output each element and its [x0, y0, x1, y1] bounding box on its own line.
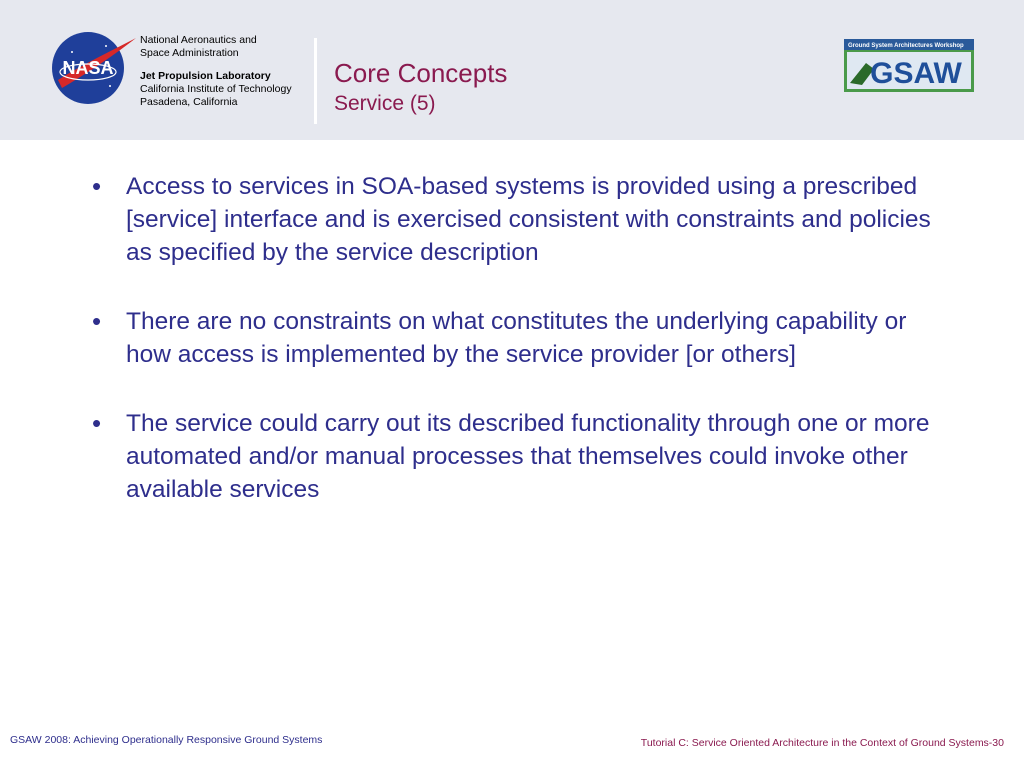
gsaw-banner-text: Ground System Architectures Workshop [848, 43, 964, 49]
slide-header [0, 0, 1024, 140]
gsaw-logo-text: GSAW [870, 57, 962, 90]
bullet-text: The service could carry out its described functionality through one or more automated and/or manual processes that themselves could invoke other available services [126, 410, 930, 503]
org-nasa-line1: National Aeronautics and [140, 34, 257, 46]
org-jpl: Jet Propulsion Laboratory [140, 70, 271, 82]
bullet-dot-icon: • [92, 171, 102, 201]
header-divider [314, 38, 317, 124]
bullet-item [92, 170, 946, 269]
bullet-item [92, 407, 946, 506]
bullet-list [92, 170, 946, 542]
slide-subtitle: Service (5) [334, 92, 436, 115]
nasa-logo [50, 30, 140, 106]
bullet-dot-icon: • [92, 408, 102, 438]
footer-right: Tutorial C: Service Oriented Architecture in the Context of Ground Systems-30 [640, 737, 1004, 749]
bullet-text: There are no constraints on what constitutes the underlying capability or how access is implemented by the service provider [or others] [126, 308, 907, 368]
org-caltech: California Institute of Technology [140, 83, 292, 95]
org-location: Pasadena, California [140, 96, 238, 108]
bullet-dot-icon: • [92, 306, 102, 336]
organization-block [140, 34, 292, 109]
footer-left: GSAW 2008: Achieving Operationally Responsive Ground Systems [10, 734, 323, 746]
org-nasa-line2: Space Administration [140, 47, 239, 59]
slide-title: Core Concepts [334, 58, 508, 88]
bullet-item [92, 305, 946, 371]
nasa-logo-text: NASA [62, 58, 114, 78]
gsaw-logo [844, 39, 974, 92]
bullet-text: Access to services in SOA-based systems is provided using a prescribed [service] interface and is exercised consistent with constraints and policies as specified by the service description [126, 173, 931, 266]
